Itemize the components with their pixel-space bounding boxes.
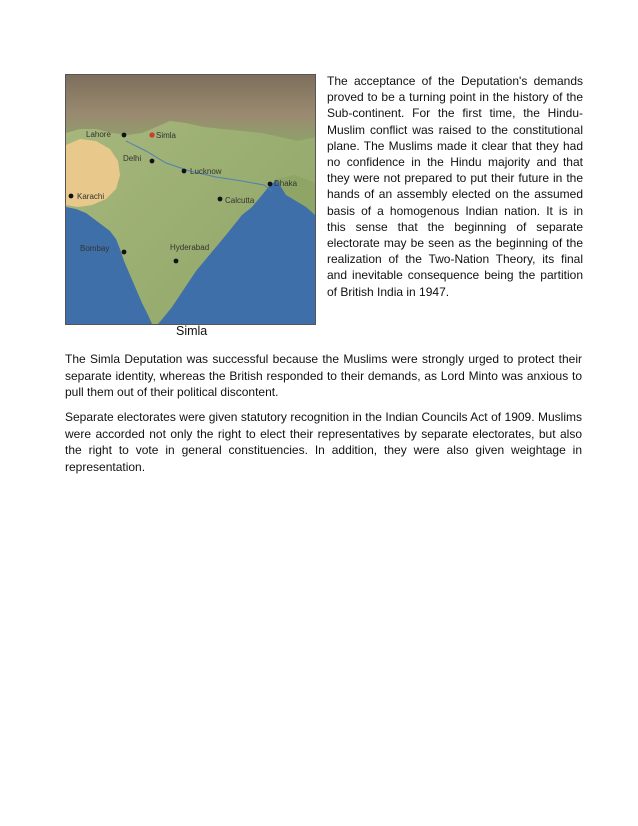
dhaka-dot — [268, 182, 273, 187]
body-paragraph-2: Separate electorates were given statutory recognition in the Indian Councils Act of 1909. Muslims were accorded not only the right to elect their representatives by separate electorates, but also the right to vote in general constituencies. In addition, they were also given weightage in representation. — [65, 410, 582, 474]
delhi-label: Delhi — [123, 154, 142, 163]
calcutta-label: Calcutta — [225, 196, 255, 205]
hyderabad-dot — [174, 259, 179, 264]
lucknow-dot — [182, 169, 187, 174]
calcutta-dot — [218, 197, 223, 202]
delhi-dot — [150, 159, 155, 164]
simla-dot — [149, 132, 154, 137]
body-paragraph-1: The Simla Deputation was successful because the Muslims were strongly urged to protect their separate identity, whereas the British responded to their demands, as Lord Minto was anxious to pull them out of their political discontent. — [65, 352, 582, 399]
bombay-label: Bombay — [80, 244, 110, 253]
lahore-dot — [122, 133, 127, 138]
karachi-label: Karachi — [77, 192, 105, 201]
india-map-graphic — [66, 75, 315, 324]
hyderabad-label: Hyderabad — [170, 243, 210, 252]
karachi-dot — [69, 194, 74, 199]
lucknow-label: Lucknow — [190, 167, 222, 176]
simla-label: Simla — [156, 131, 177, 140]
bombay-dot — [122, 250, 127, 255]
india-map — [65, 74, 316, 325]
map-caption: Simla — [176, 324, 208, 338]
lahore-label: Lahore — [86, 130, 111, 139]
dhaka-label: Dhaka — [274, 179, 298, 188]
side-paragraph: The acceptance of the Deputation's demands proved to be a turning point in the history of the Sub-continent. For the first time, the Hindu-Muslim conflict was raised to the constitutional plane. The Muslims made it clear that they had no confidence in the Hindu majority and that they were not prepared to put their future in the hands of an assembly elected on the assumed basis of a homogenous Indian nation. It is in this sense that the beginning of separate electorate may be seen as the beginning of the realization of the Two-Nation Theory, its final and inevitable consequence being the partition of British India in 1947. — [327, 74, 583, 299]
